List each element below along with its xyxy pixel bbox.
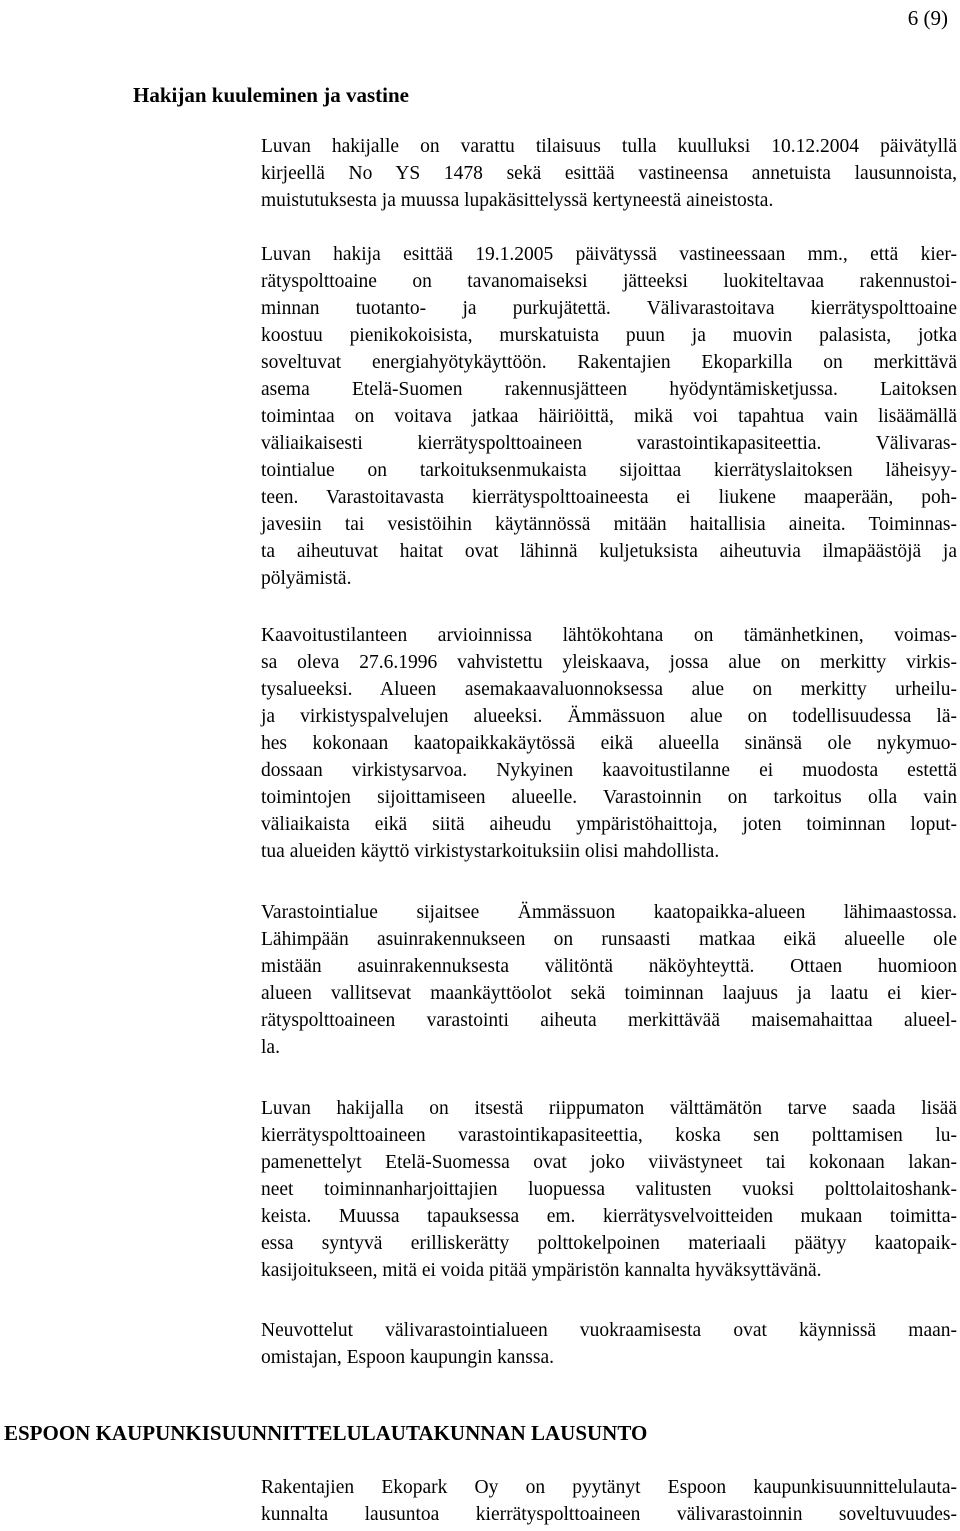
text-line: neet toiminnanharjoittajien luopuessa valitusten vuoksi polttolaitoshank-: [261, 1179, 957, 1200]
text-line: kunnalta lausuntoa kierrätyspolttoaineen välivarastoinnin soveltuvuudes-: [261, 1504, 957, 1525]
text-line: tysalueeksi. Alueen asemakaavaluonnoksessa alue on merkitty urheilu-: [261, 679, 957, 700]
text-line: toimintojen sijoittamiseen alueelle. Varastoinnin on tarkoitus olla vain: [261, 787, 957, 808]
text-line: dossaan virkistysarvoa. Nykyinen kaavoitustilanne ei muodosta estettä: [261, 760, 957, 781]
text-line: Luvan hakijalla on itsestä riippumaton välttämätön tarve saada lisää: [261, 1098, 957, 1119]
text-line: Luvan hakijalle on varattu tilaisuus tulla kuulluksi 10.12.2004 päivätyllä: [261, 136, 957, 157]
text-line: pamenettelyt Etelä-Suomessa ovat joko viivästyneet tai kokonaan lakan-: [261, 1152, 957, 1173]
text-line: Lähimpään asuinrakennukseen on runsaasti matkaa eikä alueelle ole: [261, 929, 957, 950]
text-line: la.: [261, 1037, 280, 1058]
section-heading: Hakijan kuuleminen ja vastine: [133, 83, 409, 107]
text-line: koostuu pienikokoisista, murskatuista puun ja muovin palasista, jotka: [261, 325, 957, 346]
text-line: sa oleva 27.6.1996 vahvistettu yleiskaava, jossa alue on merkitty virkis-: [261, 652, 957, 673]
text-line: kierrätyspolttoaineen varastointikapasiteettia, koska sen polttamisen lu-: [261, 1125, 957, 1146]
text-line: Neuvottelut välivarastointialueen vuokraamisesta ovat käynnissä maan-: [261, 1320, 957, 1341]
text-line: kirjeellä No YS 1478 sekä esittää vastineensa annetuista lausunnoista,: [261, 163, 957, 184]
text-line: toimintaa on voitava jatkaa häiriöittä, mikä voi tapahtua vain lisäämällä: [261, 406, 957, 427]
page-number: 6 (9): [907, 6, 948, 30]
text-line: essa syntyvä erilliskerätty polttokelpoinen materiaali päätyy kaatopaik-: [261, 1233, 957, 1254]
text-line: omistajan, Espoon kaupungin kanssa.: [261, 1347, 555, 1368]
text-line: asema Etelä-Suomen rakennusjätteen hyödyntämisketjussa. Laitoksen: [261, 379, 957, 400]
text-line: hes kokonaan kaatopaikkakäytössä eikä alueella sinänsä ole nykymuo-: [261, 733, 957, 754]
paragraph-zoning: [261, 622, 957, 865]
statement-heading: ESPOON KAUPUNKISUUNNITTELULAUTAKUNNAN LAUSUNTO: [4, 1421, 648, 1445]
text-line: muistutuksesta ja muussa lupakäsittelyssä kertyneestä aineistosta.: [261, 190, 774, 211]
text-line: minnan tuotanto- ja purkujätettä. Välivarastoitava kierrätyspolttoaine: [261, 298, 957, 319]
text-line: ja virkistyspalvelujen alueeksi. Ämmässuon alue on todellisuudessa lä-: [261, 706, 957, 727]
text-line: mistään asuinrakennuksesta välitöntä näköyhteyttä. Ottaen huomioon: [261, 956, 957, 977]
text-line: rätyspolttoaine on tavanomaiseksi jätteeksi luokiteltavaa rakennustoi-: [261, 271, 957, 292]
text-line: ta aiheutuvat haitat ovat lähinnä kuljetuksista aiheutuvia ilmapäästöjä ja: [261, 541, 957, 562]
text-line: alueen vallitsevat maankäyttöolot sekä toiminnan laajuus ja laatu ei kier-: [261, 983, 957, 1004]
text-line: rätyspolttoaineen varastointi aiheuta merkittävää maisemahaittaa alueel-: [261, 1010, 957, 1031]
paragraph-statement: [261, 1474, 957, 1528]
text-line: soveltuvat energiahyötykäyttöön. Rakentajien Ekoparkilla on merkittävä: [261, 352, 957, 373]
text-line: tointialue on tarkoituksenmukaista sijoittaa kierrätyslaitoksen läheisyy-: [261, 460, 957, 481]
text-line: väliaikaista eikä siitä aiheudu ympäristöhaittoja, joten toiminnan loput-: [261, 814, 957, 835]
text-line: Luvan hakija esittää 19.1.2005 päivätyssä vastineessaan mm., että kier-: [261, 244, 957, 265]
paragraph-capacity-need: [261, 1095, 957, 1284]
text-line: javesiin tai vesistöihin käytännössä mitään haitallisia aineita. Toiminnas-: [261, 514, 957, 535]
text-line: Kaavoitustilanteen arvioinnissa lähtökohtana on tämänhetkinen, voimas-: [261, 625, 957, 646]
text-line: väliaikaisesti kierrätyspolttoaineen varastointikapasiteettia. Välivaras-: [261, 433, 957, 454]
text-line: kasijoitukseen, mitä ei voida pitää ympäristön kannalta hyväksyttävänä.: [261, 1260, 822, 1281]
paragraph-negotiations: [261, 1317, 957, 1371]
paragraph-landscape: [261, 899, 957, 1061]
text-line: keista. Muussa tapauksessa em. kierrätysvelvoitteiden mukaan toimitta-: [261, 1206, 957, 1227]
paragraph-response: [261, 241, 957, 592]
text-line: teen. Varastoitavasta kierrätyspolttoaineesta ei liukene maaperään, poh-: [261, 487, 957, 508]
paragraph-hearing: [261, 133, 957, 214]
text-line: Varastointialue sijaitsee Ämmässuon kaatopaikka-alueen lähimaastossa.: [261, 902, 957, 923]
text-line: Rakentajien Ekopark Oy on pyytänyt Espoon kaupunkisuunnittelulauta-: [261, 1477, 957, 1498]
text-line: tua alueiden käyttö virkistystarkoituksiin olisi mahdollista.: [261, 841, 720, 862]
text-line: pölyämistä.: [261, 568, 352, 589]
